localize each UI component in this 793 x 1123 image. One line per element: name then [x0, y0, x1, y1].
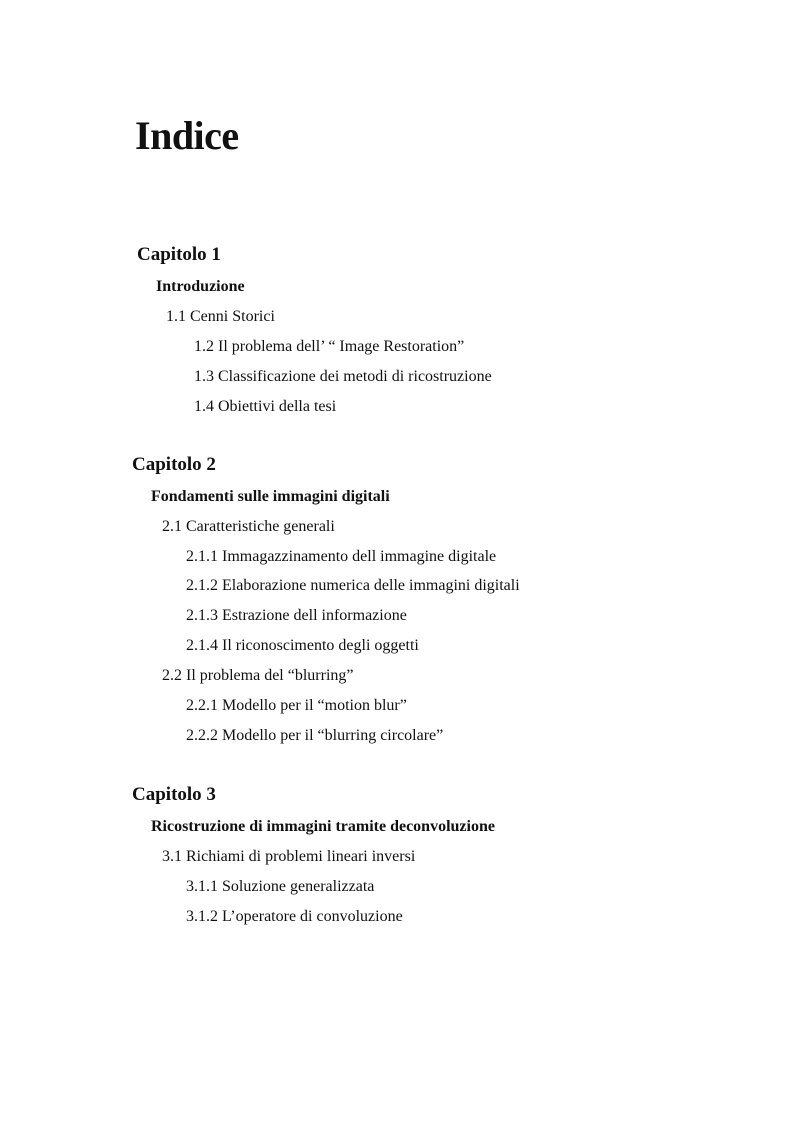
toc-entry-3-1-2: 3.1.2 L’operatore di convoluzione: [186, 908, 403, 925]
toc-entry-1-2: 1.2 Il problema dell’ “ Image Restoration”: [194, 338, 465, 355]
toc-entry-1-1: 1.1 Cenni Storici: [166, 308, 275, 325]
chapter-2-title: Fondamenti sulle immagini digitali: [151, 488, 390, 505]
toc-entry-2-1-1: 2.1.1 Immagazzinamento dell immagine digitale: [186, 548, 497, 565]
toc-entry-2-1: 2.1 Caratteristiche generali: [162, 518, 335, 535]
page-title: Indice: [135, 113, 239, 158]
toc-entry-3-1: 3.1 Richiami di problemi lineari inversi: [162, 848, 416, 865]
chapter-3-heading: Capitolo 3: [132, 784, 216, 805]
toc-entry-2-1-4: 2.1.4 Il riconoscimento degli oggetti: [186, 637, 419, 654]
toc-entry-1-4: 1.4 Obiettivi della tesi: [194, 398, 337, 415]
toc-entry-2-1-2: 2.1.2 Elaborazione numerica delle immagini digitali: [186, 577, 520, 594]
toc-entry-2-2-2: 2.2.2 Modello per il “blurring circolare”: [186, 727, 444, 744]
toc-entry-3-1-1: 3.1.1 Soluzione generalizzata: [186, 878, 375, 895]
chapter-1-heading: Capitolo 1: [137, 244, 221, 265]
chapter-2-heading: Capitolo 2: [132, 454, 216, 475]
chapter-3-title: Ricostruzione di immagini tramite deconvoluzione: [151, 818, 495, 835]
toc-entry-2-1-3: 2.1.3 Estrazione dell informazione: [186, 607, 407, 624]
toc-entry-1-3: 1.3 Classificazione dei metodi di ricostruzione: [194, 368, 492, 385]
toc-entry-2-2-1: 2.2.1 Modello per il “motion blur”: [186, 697, 407, 714]
toc-entry-2-2: 2.2 Il problema del “blurring”: [162, 667, 354, 684]
chapter-1-title: Introduzione: [156, 278, 245, 295]
